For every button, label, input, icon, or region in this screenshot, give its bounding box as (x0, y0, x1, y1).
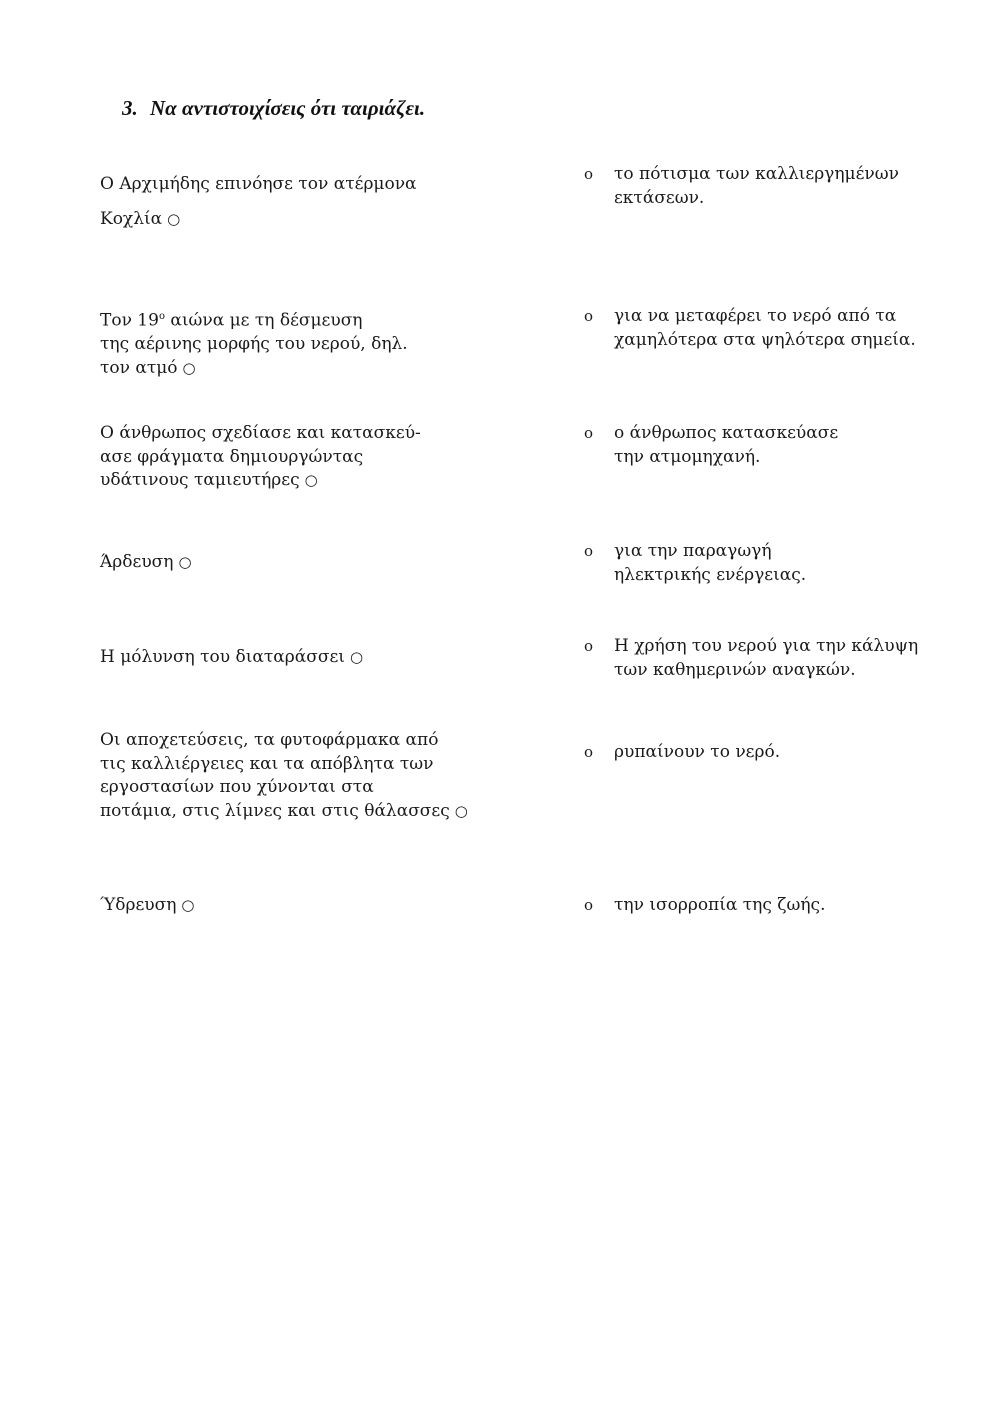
match-point[interactable]: o (584, 896, 594, 914)
left-item-text: Άρδευση (100, 552, 174, 572)
right-item-2 (584, 305, 916, 352)
match-point[interactable]: o (584, 637, 594, 655)
match-point[interactable]: ○ (454, 801, 468, 820)
right-item-3 (584, 422, 838, 469)
right-item-text: των καθημερινών αναγκών. (614, 659, 856, 680)
match-point[interactable]: ○ (181, 896, 195, 914)
left-item-7 (100, 894, 195, 918)
left-item-text: Τον 19 (100, 310, 159, 331)
left-item-text: εργοστασίων που χύνονται στα (100, 777, 374, 797)
match-point[interactable]: o (584, 743, 594, 761)
right-item-1 (584, 163, 899, 210)
left-item-1 (100, 173, 417, 231)
match-point[interactable]: o (584, 542, 594, 560)
right-item-text: ο άνθρωπος κατασκεύασε (614, 423, 839, 443)
match-point[interactable]: ○ (167, 209, 181, 228)
left-item-text: Οι αποχετεύσεις, τα φυτοφάρμακα από (100, 730, 439, 750)
left-item-text: Η μόλυνση του διαταράσσει (100, 647, 345, 667)
right-item-text: ηλεκτρικής ενέργειας. (614, 564, 807, 585)
left-item-text: Κοχλία (100, 208, 163, 229)
left-item-text: της αέρινης μορφής του νερού, δηλ. (100, 334, 408, 355)
left-item-4 (100, 551, 192, 575)
left-item-text: ασε φράγματα δημιουργώντας (100, 446, 364, 467)
match-point[interactable]: ○ (304, 471, 318, 489)
right-item-text: την ατμομηχανή. (614, 446, 761, 467)
match-point[interactable]: ○ (182, 358, 196, 377)
right-item-text: το πότισμα των καλλιεργημένων (614, 164, 899, 184)
left-item-text: αιώνα με τη δέσμευση (164, 310, 363, 331)
left-item-text: τον ατμό (100, 357, 178, 378)
right-item-text: την ισορροπία της ζωής. (614, 895, 826, 915)
right-item-5 (584, 635, 918, 682)
left-item-2 (100, 305, 408, 380)
left-item-text: τις καλλιέργειες και τα απόβλητα των (100, 753, 434, 774)
right-item-text: για την παραγωγή (614, 541, 772, 561)
right-item-text: χαμηλότερα στα ψηλότερα σημεία. (614, 329, 916, 350)
left-item-3 (100, 422, 421, 493)
right-item-7 (584, 894, 825, 918)
ordinal-superscript: ο (158, 311, 165, 322)
right-item-text: Η χρήση του νερού για την κάλυψη (614, 636, 919, 656)
left-item-6 (100, 729, 468, 823)
left-item-5 (100, 646, 363, 670)
right-item-text: εκτάσεων. (614, 187, 705, 208)
right-item-4 (584, 540, 806, 587)
left-item-text: Ο Αρχιμήδης επινόησε τον ατέρμονα (100, 174, 417, 194)
exercise-instruction: Να αντιστοιχίσεις ότι ταιριάζει. (150, 96, 426, 120)
left-item-text: Ύδρευση (100, 895, 177, 915)
match-point[interactable]: o (584, 307, 594, 325)
left-item-text: υδάτινους ταμιευτήρες (100, 470, 300, 490)
left-item-text: Ο άνθρωπος σχεδίασε και κατασκεύ- (100, 423, 421, 443)
exercise-number: 3. (122, 96, 138, 120)
match-point[interactable]: o (584, 165, 594, 183)
left-item-text: ποτάμια, στις λίμνες και στις θάλασσες (100, 800, 450, 821)
exercise-title (122, 96, 425, 121)
right-item-text: ρυπαίνουν το νερό. (614, 742, 781, 762)
match-point[interactable]: o (584, 424, 594, 442)
match-point[interactable]: ○ (349, 648, 364, 666)
right-item-6 (584, 741, 780, 765)
match-point[interactable]: ○ (178, 553, 192, 571)
right-item-text: για να μεταφέρει το νερό από τα (614, 306, 897, 326)
